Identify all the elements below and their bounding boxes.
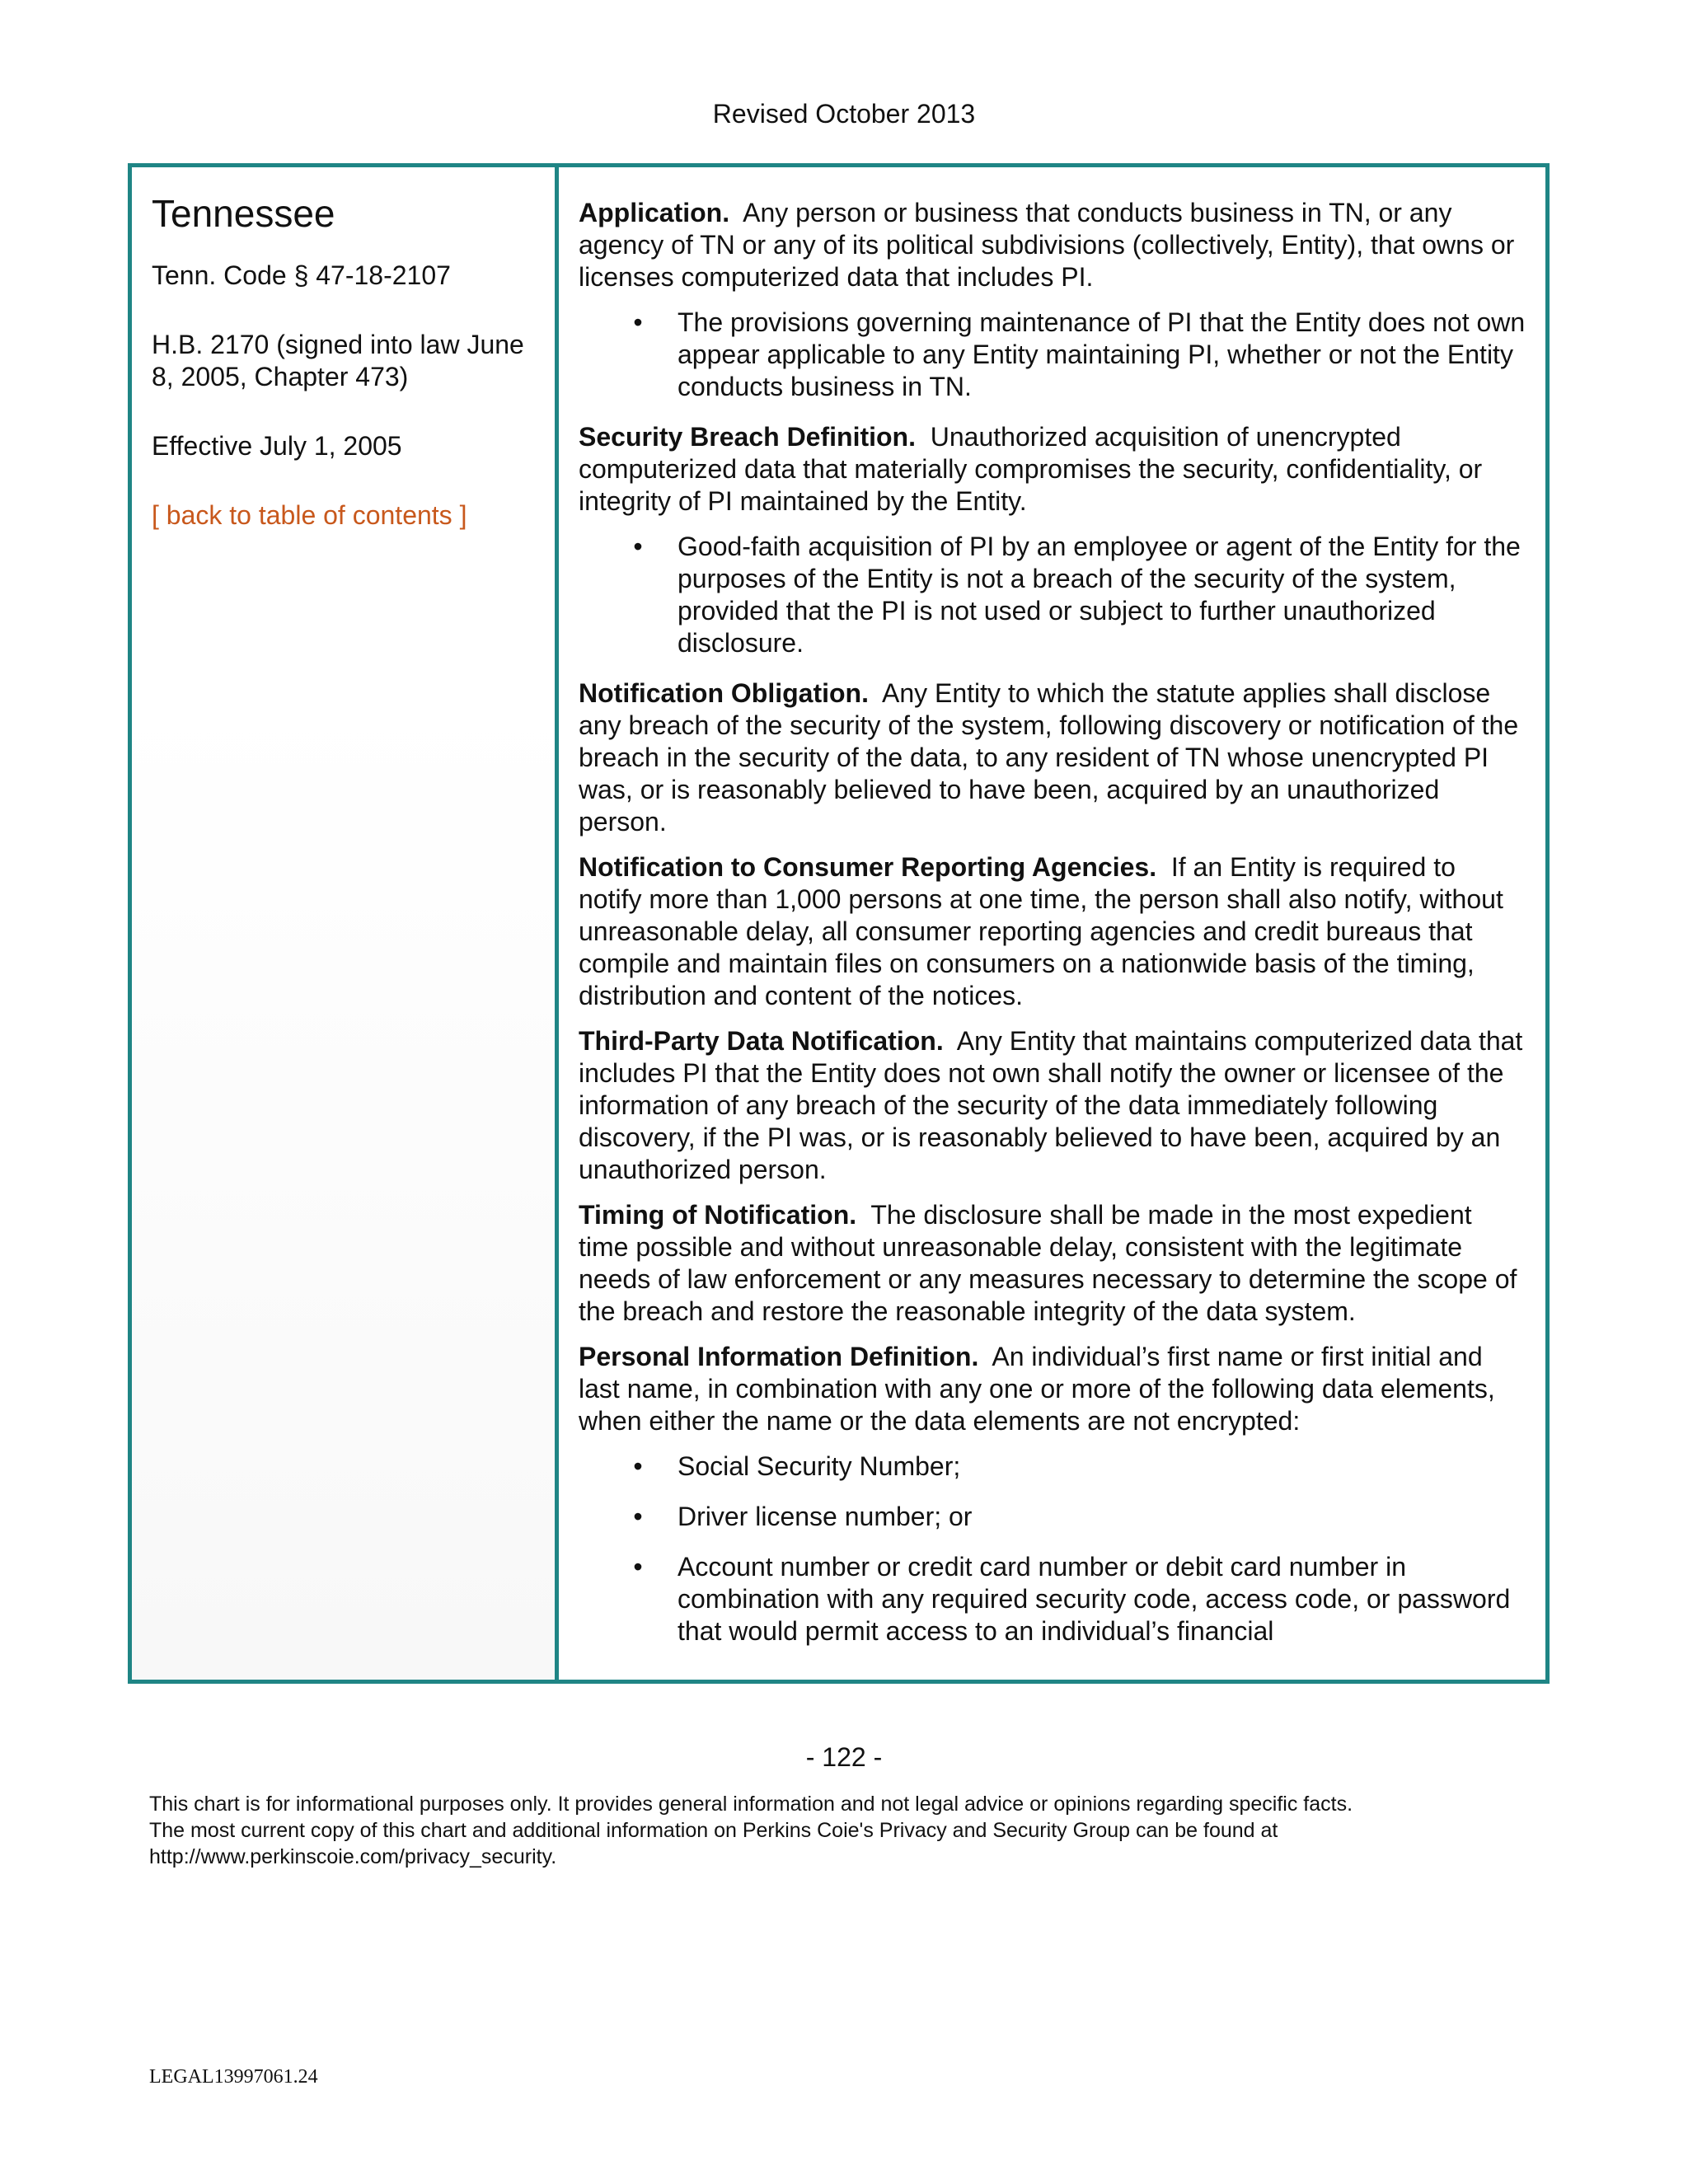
revised-date: Revised October 2013: [712, 99, 976, 129]
list-item: • Driver license number; or: [579, 1501, 1526, 1533]
section-text: An individual’s first name or first initial and last name, in combination with any one or more of the following data elements, when either the name or the data elements are not encrypted:: [579, 1342, 1495, 1436]
section-heading: Application.: [579, 198, 730, 227]
pi-definition-section: [579, 1341, 1526, 1437]
bill-info: H.B. 2170 (signed into law June 8, 2005, Chapter 473): [152, 330, 524, 391]
list-item: • The provisions governing maintenance of PI that the Entity does not own appear applicable to any Entity maintaining PI, whether or not the Entity conducts business in TN.: [579, 307, 1526, 403]
section-heading: Notification to Consumer Reporting Agencies.: [579, 852, 1157, 882]
effective-date: Effective July 1, 2005: [152, 431, 402, 461]
disclaimer: [149, 1791, 1592, 1870]
breach-definition-section: [579, 421, 1526, 518]
state-name: Tennessee: [152, 192, 335, 235]
state-law-table: [128, 163, 1550, 1684]
bullet-icon: •: [633, 1502, 643, 1531]
statute-citation: Tenn. Code § 47-18-2107: [152, 260, 451, 290]
pi-definition-bullets: [579, 1451, 1526, 1647]
application-bullets: [579, 307, 1526, 403]
third-party-section: [579, 1025, 1526, 1186]
bullet-icon: •: [633, 1451, 643, 1481]
notification-obligation-section: [579, 677, 1526, 838]
list-item: • Account number or credit card number or debit card number in combination with any required security code, access code, or password that would permit access to an individual’s financial: [579, 1551, 1526, 1647]
section-heading: Notification Obligation.: [579, 678, 869, 708]
document-id: LEGAL13997061.24: [149, 2066, 318, 2088]
section-text: Any Entity to which the statute applies shall disclose any breach of the security of the system, following discovery or notification of the breach in the security of the data, to any resident of TN whose unencrypted PI was, or is reasonably believed to have been, acquired by an unauthorized person.: [579, 678, 1519, 837]
section-text: If an Entity is required to notify more than 1,000 persons at one time, the person shall also notify, without unreasonable delay, all consumer reporting agencies and credit bureaus that compile and maintain files on consumers on a nationwide basis of the timing, distribution and content of the notices.: [579, 852, 1503, 1010]
list-item: • Social Security Number;: [579, 1451, 1526, 1483]
section-heading: Timing of Notification.: [579, 1200, 857, 1230]
section-text: Unauthorized acquisition of unencrypted computerized data that materially compromises the security, confidentiality, or integrity of PI maintained by the Entity.: [579, 422, 1483, 516]
back-to-toc-link[interactable]: [ back to table of contents ]: [152, 500, 467, 530]
bullet-icon: •: [633, 307, 643, 337]
disclaimer-line: The most current copy of this chart and additional information on Perkins Coie's Privacy and Security Group can be found at: [149, 1819, 1278, 1842]
section-heading: Personal Information Definition.: [579, 1342, 979, 1371]
breach-definition-bullets: [579, 531, 1526, 659]
section-heading: Security Breach Definition.: [579, 422, 916, 452]
state-info-column: [132, 167, 559, 1680]
bullet-icon: •: [633, 532, 643, 561]
application-section: [579, 197, 1526, 293]
section-text: Any Entity that maintains computerized data that includes PI that the Entity does not own shall notify the owner or licensee of the information of any breach of the security of the data immediately following discovery, if the PI was, or is reasonably believed to have been, acquired by an unauthorized person.: [579, 1026, 1523, 1184]
timing-section: [579, 1199, 1526, 1328]
section-heading: Third-Party Data Notification.: [579, 1026, 944, 1056]
law-details-column: [559, 167, 1545, 1680]
section-text: Any person or business that conducts business in TN, or any agency of TN or any of its political subdivisions (collectively, Entity), that owns or licenses computerized data that includes PI.: [579, 198, 1515, 292]
section-text: The disclosure shall be made in the most expedient time possible and without unreasonable delay, consistent with the legitimate needs of law enforcement or any measures necessary to determine the scope of the breach and restore the reasonable integrity of the data system.: [579, 1200, 1517, 1326]
consumer-reporting-section: [579, 851, 1526, 1012]
disclaimer-line: This chart is for informational purposes only. It provides general information and not legal advice or opinions regarding specific facts.: [149, 1793, 1353, 1816]
bullet-icon: •: [633, 1552, 643, 1582]
page-number: - 122 -: [805, 1742, 883, 1772]
disclaimer-url: http://www.perkinscoie.com/privacy_security.: [149, 1845, 557, 1868]
list-item: • Good-faith acquisition of PI by an employee or agent of the Entity for the purposes of the Entity is not a breach of the security of the system, provided that the PI is not used or subject to further unauthorized disclosure.: [579, 531, 1526, 659]
